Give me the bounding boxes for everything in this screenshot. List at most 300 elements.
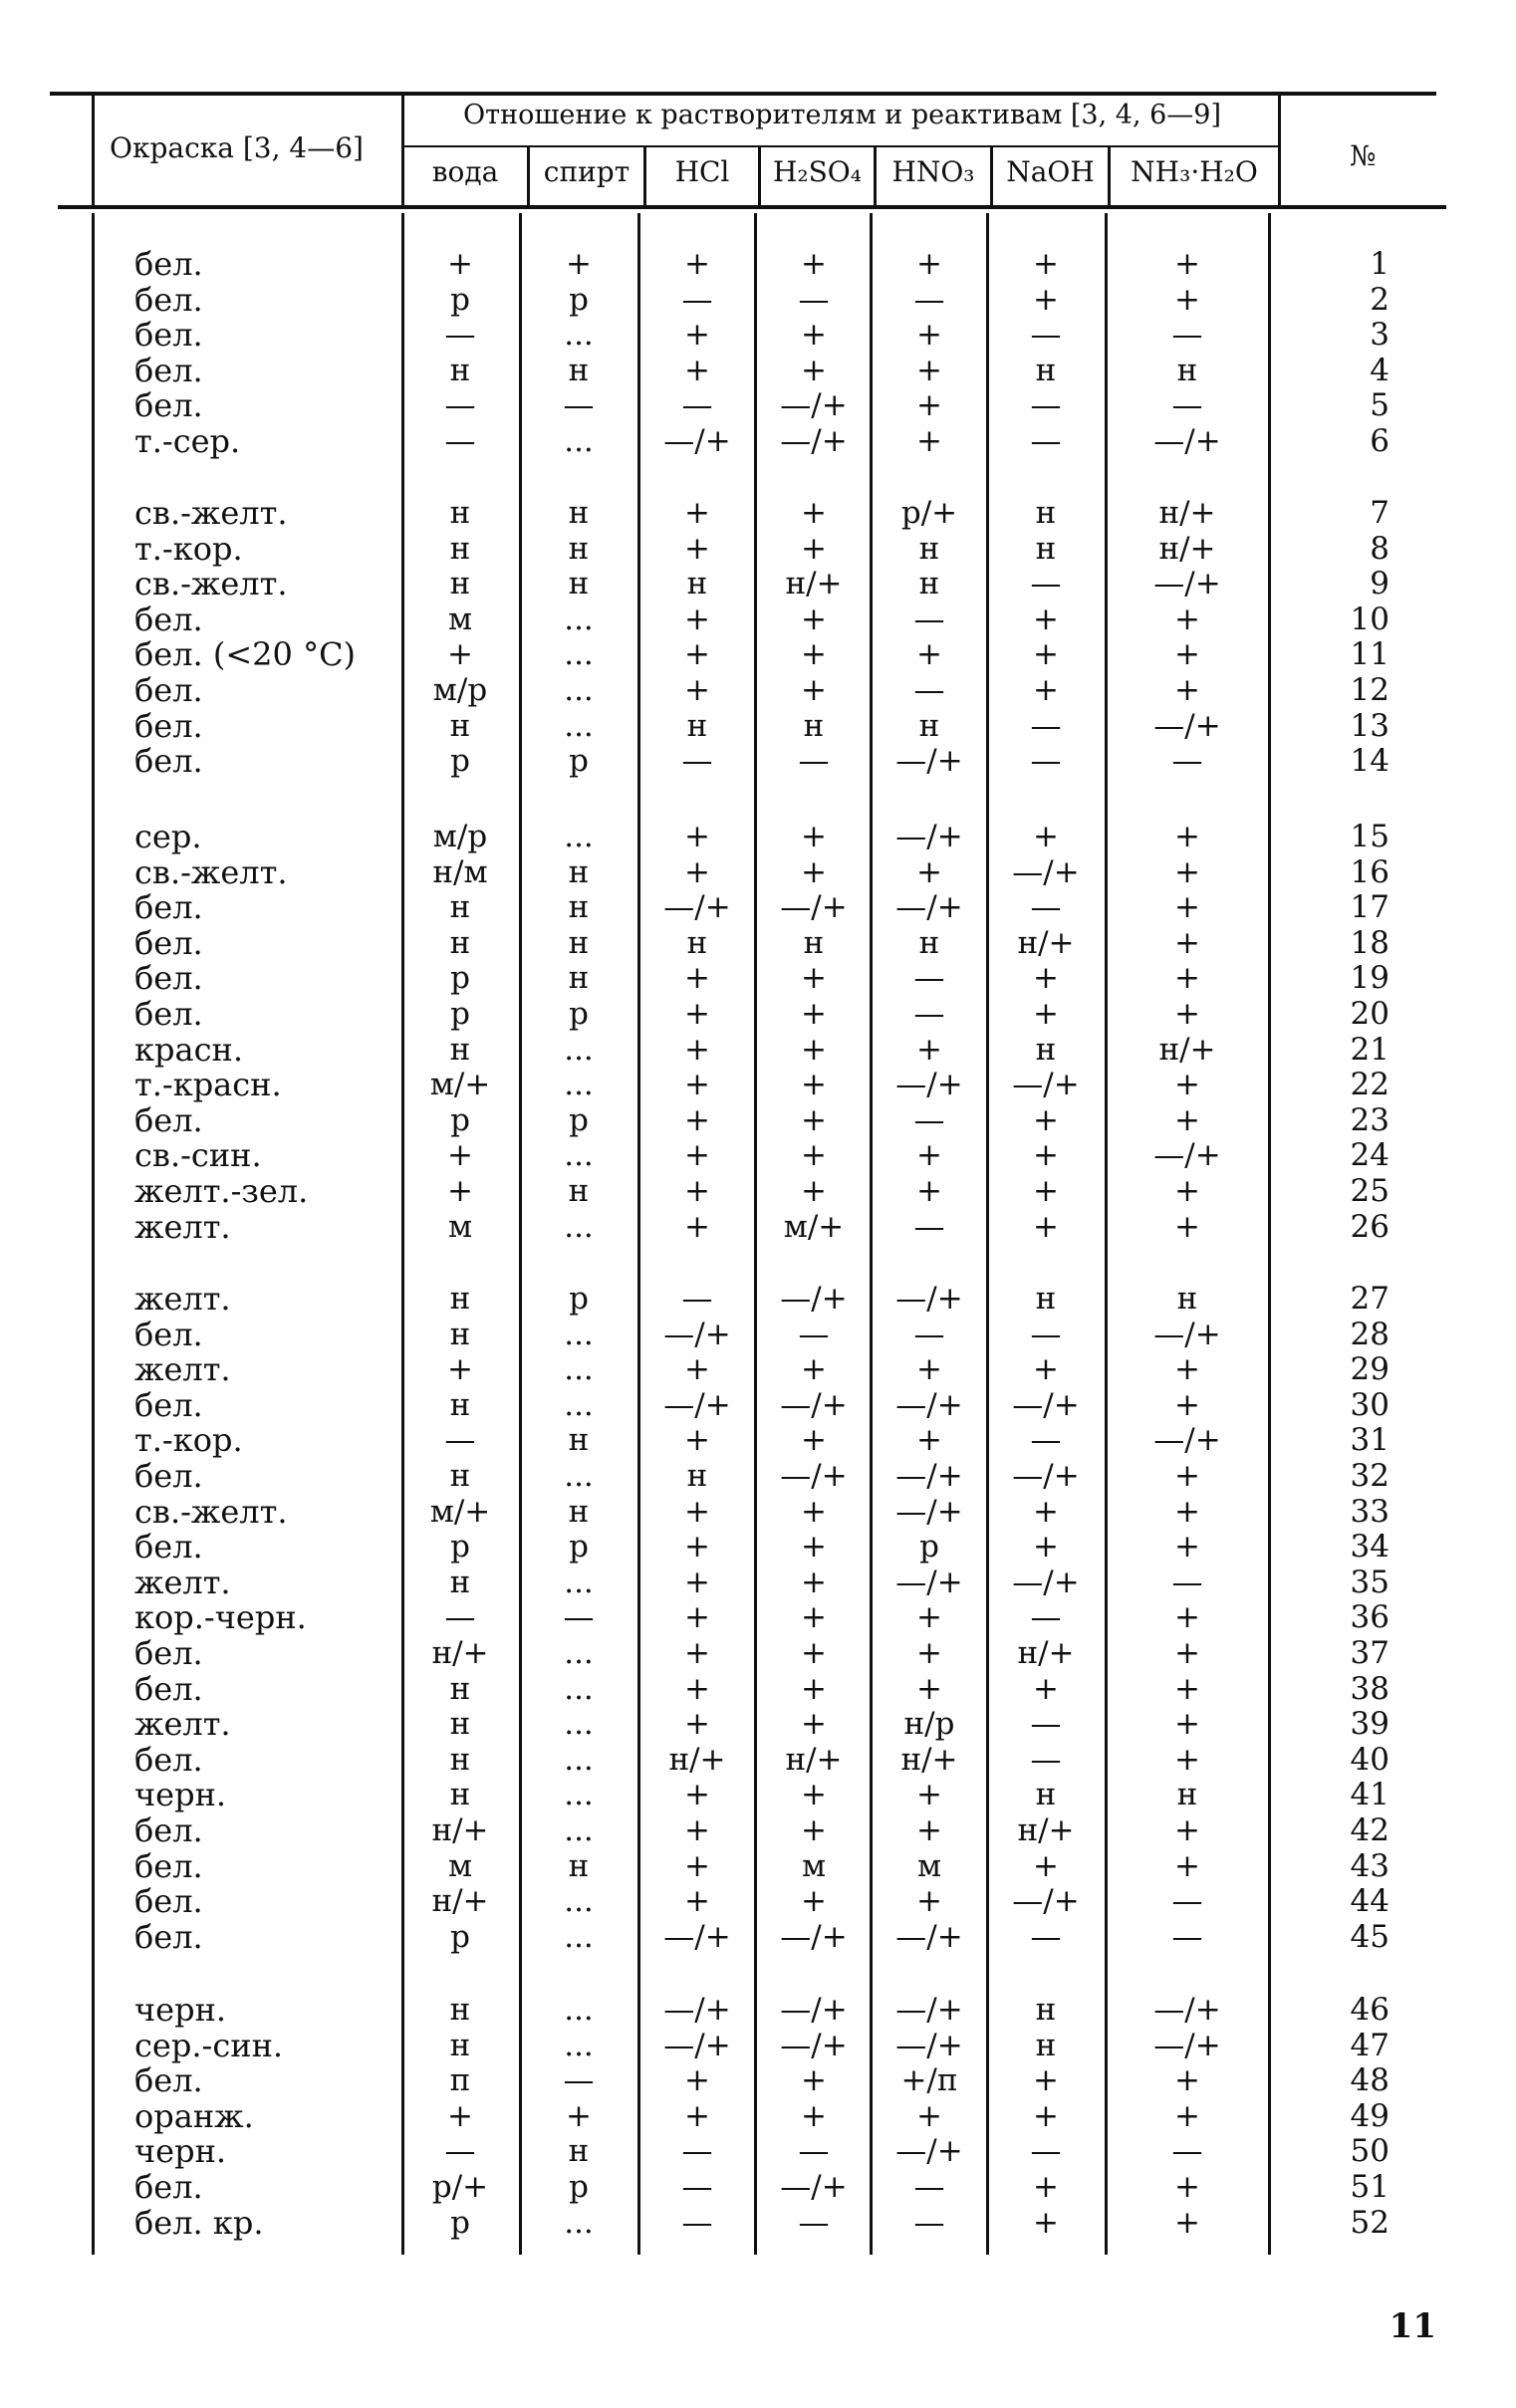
nh3-cell: + (1174, 281, 1200, 318)
hcl-cell: + (684, 1847, 710, 1884)
nh3-cell: —/+ (1153, 1992, 1221, 2028)
nh3-cell: + (1174, 924, 1200, 961)
table-row (0, 923, 1516, 962)
naoh-cell: н (1035, 495, 1057, 531)
hcl-cell: — (681, 1281, 713, 1317)
nh3-cell: + (1174, 1208, 1200, 1245)
nh3-cell: — (1171, 317, 1203, 354)
row-number-cell: 41 (1350, 1777, 1390, 1813)
spirt-cell: р (569, 1281, 589, 1317)
hno3-cell: + (916, 1173, 942, 1209)
page-number: 11 (1389, 2306, 1436, 2346)
h2so4-cell: + (801, 1777, 827, 1813)
hcl-cell: + (684, 1422, 710, 1459)
color-cell: бел. (134, 1917, 203, 1956)
naoh-cell: + (1033, 819, 1059, 854)
table-row (0, 820, 1516, 853)
row-number-cell: 30 (1350, 1386, 1390, 1423)
hcl-cell: + (684, 2097, 710, 2134)
voda-cell: н/м (432, 853, 488, 890)
col-header-hno3: HNO₃ (891, 154, 975, 188)
naoh-cell: н (1035, 1031, 1057, 1068)
row-number-cell: 46 (1350, 1992, 1390, 2028)
color-cell: бел. (134, 1634, 203, 1672)
row-number-cell: 52 (1350, 2204, 1390, 2241)
h2so4-cell: + (801, 1173, 827, 1209)
voda-cell: р (450, 1101, 470, 1138)
color-cell: черн. (134, 2132, 227, 2171)
h2so4-cell: —/+ (780, 2027, 848, 2063)
voda-cell: н (449, 1316, 471, 1352)
hcl-cell: — (681, 387, 713, 424)
nh3-cell: + (1174, 2097, 1200, 2134)
table-row (0, 1882, 1516, 1921)
hno3-cell: + (916, 1031, 942, 1068)
color-cell: бел. (134, 1846, 203, 1885)
voda-cell: н (449, 495, 471, 531)
spirt-cell: ... (564, 1316, 594, 1352)
h2so4-cell: + (801, 1706, 827, 1743)
row-number-cell: 19 (1350, 960, 1390, 997)
hcl-cell: + (684, 1635, 710, 1671)
naoh-cell: + (1033, 1847, 1059, 1884)
hno3-cell: + (916, 352, 942, 388)
table-row (0, 1846, 1516, 1885)
hno3-cell: н/+ (900, 1741, 958, 1778)
voda-cell: м (447, 1847, 473, 1884)
naoh-cell: — (1030, 423, 1062, 459)
hno3-cell: + (916, 317, 942, 354)
hno3-cell: + (916, 1777, 942, 1813)
nh3-cell: + (1174, 636, 1200, 673)
hcl-cell: н/+ (668, 1741, 726, 1778)
voda-cell: р (450, 996, 470, 1032)
hno3-cell: —/+ (895, 1564, 963, 1600)
h2so4-cell: н/+ (785, 566, 843, 602)
nh3-cell: + (1174, 1847, 1200, 1884)
nh3-cell: — (1171, 1883, 1203, 1920)
spirt-cell: н (568, 853, 590, 890)
color-cell: бел. (134, 959, 203, 998)
table-row (0, 567, 1516, 601)
spirt-cell: н (568, 1847, 590, 1884)
row-number-cell: 40 (1350, 1741, 1390, 1778)
voda-cell: н (449, 1458, 471, 1494)
h2so4-cell: м/+ (783, 1208, 845, 1245)
hno3-cell: — (913, 1208, 945, 1245)
nh3-cell: —/+ (1153, 423, 1221, 459)
voda-cell: — (444, 1422, 476, 1459)
voda-cell: н (449, 1386, 471, 1423)
h2so4-cell: м (801, 1847, 827, 1884)
nh3-cell: + (1174, 819, 1200, 854)
row-number-cell: 36 (1350, 1599, 1390, 1636)
hcl-cell: —/+ (663, 1386, 731, 1423)
naoh-cell: — (1030, 387, 1062, 424)
h2so4-cell: + (801, 2062, 827, 2099)
table-row (0, 673, 1516, 707)
row-number-cell: 37 (1350, 1635, 1390, 1671)
hcl-cell: + (684, 601, 710, 637)
hcl-cell: — (681, 281, 713, 318)
naoh-cell: + (1033, 1529, 1059, 1565)
h2so4-cell: + (801, 1670, 827, 1707)
color-cell: бел. (134, 316, 203, 355)
spirt-cell: ... (564, 423, 594, 459)
voda-cell: — (444, 423, 476, 459)
color-cell: желт. (134, 1280, 231, 1318)
hcl-cell: + (684, 1564, 710, 1600)
hno3-cell: —/+ (895, 1386, 963, 1423)
naoh-cell: + (1033, 672, 1059, 708)
table-row (0, 496, 1516, 530)
nh3-cell: + (1174, 1067, 1200, 1103)
voda-cell: н (449, 1564, 471, 1600)
hno3-cell: + (916, 1422, 942, 1459)
nh3-cell: + (1174, 853, 1200, 890)
voda-cell: + (447, 636, 473, 673)
naoh-cell: + (1033, 1351, 1059, 1388)
voda-cell: н (449, 566, 471, 602)
naoh-cell: + (1033, 636, 1059, 673)
color-cell: бел. кр. (134, 2203, 264, 2242)
h2so4-cell: + (801, 996, 827, 1032)
voda-cell: н (449, 1777, 471, 1813)
voda-cell: р/+ (431, 2169, 489, 2205)
voda-cell: н (449, 1992, 471, 2028)
table-row (0, 1030, 1516, 1069)
hno3-cell: — (913, 1316, 945, 1352)
hcl-cell: н (686, 924, 708, 961)
h2so4-cell: + (801, 672, 827, 708)
color-cell: св.-син. (134, 1136, 262, 1175)
nh3-cell: + (1174, 246, 1200, 282)
row-number-cell: 5 (1370, 387, 1390, 424)
nh3-cell: + (1174, 1529, 1200, 1565)
row-number-cell: 25 (1350, 1173, 1390, 1209)
col-header-h2so4: H₂SO₄ (772, 154, 862, 188)
row-number-cell: 33 (1350, 1493, 1390, 1530)
voda-cell: п (449, 2062, 471, 2099)
spirt-cell: ... (564, 1458, 594, 1494)
nh3-cell: н (1176, 352, 1198, 388)
nh3-cell: н (1176, 1777, 1198, 1813)
voda-cell: + (447, 1351, 473, 1388)
color-cell: сер. (134, 818, 202, 855)
naoh-cell: — (1030, 1316, 1062, 1352)
naoh-cell: + (1033, 996, 1059, 1032)
row-number-cell: 26 (1350, 1208, 1390, 1245)
nh3-cell: + (1174, 672, 1200, 708)
hno3-cell: + (916, 1351, 942, 1388)
spirt-cell: н (568, 495, 590, 531)
row-number-cell: 1 (1370, 246, 1390, 282)
table-row (0, 247, 1516, 281)
naoh-cell: — (1030, 566, 1062, 602)
table-row (0, 1174, 1516, 1208)
spirt-cell: н (568, 566, 590, 602)
color-cell: т.-сер. (134, 422, 241, 460)
nh3-cell: — (1171, 1564, 1203, 1600)
spirt-cell: р (569, 996, 589, 1032)
naoh-cell: — (1030, 707, 1062, 744)
table-row (0, 1598, 1516, 1637)
voda-cell: м/+ (429, 1493, 491, 1530)
hno3-cell: м (916, 1847, 942, 1884)
naoh-cell: н (1035, 1777, 1057, 1813)
table-row (0, 529, 1516, 568)
h2so4-cell: + (801, 1883, 827, 1920)
table-row (0, 1993, 1516, 2027)
hcl-cell: —/+ (663, 1992, 731, 2028)
row-number-cell: 45 (1350, 1918, 1390, 1955)
spirt-cell: ... (564, 1137, 594, 1174)
voda-cell: н (449, 530, 471, 567)
h2so4-cell: + (801, 495, 827, 531)
hno3-cell: р/+ (900, 495, 958, 531)
nh3-cell: н/+ (1158, 530, 1216, 567)
col-header-nh3: NH₃·H₂O (1131, 154, 1258, 188)
table-row (0, 1776, 1516, 1814)
voda-cell: м/+ (429, 1067, 491, 1103)
hno3-cell: + (916, 636, 942, 673)
table-row (0, 351, 1516, 389)
voda-cell: — (444, 317, 476, 354)
hcl-cell: —/+ (663, 1918, 731, 1955)
hno3-cell: — (913, 601, 945, 637)
spirt-cell: н (568, 889, 590, 926)
voda-cell: м/р (432, 672, 488, 708)
h2so4-cell: + (801, 1564, 827, 1600)
h2so4-cell: — (798, 2204, 830, 2241)
spirt-cell: ... (564, 2204, 594, 2241)
color-cell: бел. (134, 280, 203, 319)
row-number-cell: 34 (1350, 1529, 1390, 1565)
naoh-cell: + (1033, 960, 1059, 997)
hcl-cell: + (684, 2062, 710, 2099)
h2so4-cell: — (798, 281, 830, 318)
color-cell: бел. (134, 2168, 203, 2206)
spirt-cell: н (568, 1493, 590, 1530)
naoh-cell: —/+ (1012, 1067, 1080, 1103)
hcl-cell: + (684, 1351, 710, 1388)
naoh-cell: + (1033, 2062, 1059, 2099)
color-cell: бел. (134, 706, 203, 745)
h2so4-cell: + (801, 636, 827, 673)
color-cell: бел. (134, 888, 203, 927)
spirt-cell: ... (564, 1067, 594, 1103)
hcl-cell: + (684, 1067, 710, 1103)
table-row (0, 1492, 1516, 1531)
spirt-cell: н (568, 1173, 590, 1209)
color-cell: бел. (134, 245, 203, 283)
hno3-cell: н (918, 924, 940, 961)
color-cell: бел. (134, 923, 203, 962)
voda-cell: н (449, 2027, 471, 2063)
spirt-cell: ... (564, 1031, 594, 1068)
spirt-cell: + (566, 246, 592, 282)
table-row (0, 386, 1516, 425)
hno3-cell: —/+ (895, 2133, 963, 2170)
voda-cell: н/+ (431, 1883, 489, 1920)
hcl-cell: н (686, 566, 708, 602)
spirt-cell: р (569, 281, 589, 318)
nh3-cell: + (1174, 2062, 1200, 2099)
h2so4-cell: —/+ (780, 889, 848, 926)
naoh-cell: н (1035, 1992, 1057, 2028)
naoh-cell: + (1033, 1101, 1059, 1138)
nh3-cell: —/+ (1153, 1137, 1221, 1174)
table-row (0, 316, 1516, 355)
row-number-cell: 9 (1370, 566, 1390, 602)
row-number-cell: 17 (1350, 889, 1390, 926)
naoh-cell: — (1030, 317, 1062, 354)
hcl-cell: + (684, 530, 710, 567)
row-number-cell: 15 (1350, 819, 1390, 854)
h2so4-cell: —/+ (780, 2169, 848, 2205)
hcl-cell: + (684, 1101, 710, 1138)
color-cell: т.-кор. (134, 529, 243, 568)
h2so4-cell: + (801, 1635, 827, 1671)
hno3-cell: + (916, 853, 942, 890)
color-cell: св.-желт. (134, 494, 288, 532)
hno3-cell: — (913, 281, 945, 318)
color-cell: кор.-черн. (134, 1598, 307, 1637)
naoh-cell: + (1033, 2169, 1059, 2205)
color-cell: т.-красн. (134, 1066, 282, 1104)
hcl-cell: + (684, 495, 710, 531)
hcl-cell: —/+ (663, 2027, 731, 2063)
naoh-cell: н/+ (1017, 924, 1075, 961)
row-number-cell: 18 (1350, 924, 1390, 961)
naoh-cell: — (1030, 1422, 1062, 1459)
table-row (0, 2203, 1516, 2242)
voda-cell: р (450, 743, 470, 780)
nh3-cell: —/+ (1153, 2027, 1221, 2063)
color-cell: бел. (134, 2061, 203, 2100)
row-number-cell: 16 (1350, 853, 1390, 890)
hcl-cell: н (686, 1458, 708, 1494)
table-row (0, 1136, 1516, 1175)
hno3-cell: —/+ (895, 1918, 963, 1955)
hno3-cell: +/п (900, 2062, 958, 2099)
spirt-cell: + (566, 2097, 592, 2134)
h2so4-cell: —/+ (780, 387, 848, 424)
row-number-cell: 10 (1350, 601, 1390, 637)
row-number-cell: 4 (1370, 352, 1390, 388)
color-cell: св.-желт. (134, 565, 288, 603)
table-row (0, 2096, 1516, 2135)
spirt-cell: ... (564, 1351, 594, 1388)
hcl-cell: + (684, 819, 710, 854)
spirt-cell: ... (564, 1777, 594, 1813)
hcl-cell: н (686, 707, 708, 744)
spirt-cell: р (569, 2169, 589, 2205)
table-row (0, 1636, 1516, 1670)
hcl-cell: + (684, 1173, 710, 1209)
hno3-cell: —/+ (895, 1493, 963, 1530)
color-cell: бел. (134, 1528, 203, 1566)
table-row (0, 1565, 1516, 1599)
nh3-cell: + (1174, 1812, 1200, 1848)
voda-cell: н (449, 1741, 471, 1778)
hno3-cell: —/+ (895, 743, 963, 780)
hno3-cell: + (916, 423, 942, 459)
spirt-cell: — (563, 1599, 595, 1636)
table-row (0, 1100, 1516, 1139)
table-row (0, 280, 1516, 319)
spirt-cell: р (569, 1529, 589, 1565)
hcl-cell: + (684, 1208, 710, 1245)
color-cell: желт. (134, 1207, 231, 1246)
hno3-cell: + (916, 1635, 942, 1671)
nh3-cell: + (1174, 1670, 1200, 1707)
reagents-group-header: Отношение к растворителям и реактивам [3, 4, 6—9] (463, 100, 1222, 130)
h2so4-cell: —/+ (780, 423, 848, 459)
h2so4-cell: — (798, 1316, 830, 1352)
table-row (0, 424, 1516, 458)
nh3-cell: — (1171, 387, 1203, 424)
hno3-cell: —/+ (895, 1458, 963, 1494)
row-number-cell: 21 (1350, 1031, 1390, 1068)
spirt-cell: н (568, 1422, 590, 1459)
color-cell: св.-желт. (134, 1492, 288, 1531)
hcl-cell: — (681, 2133, 713, 2170)
nh3-cell: + (1174, 1741, 1200, 1778)
h2so4-cell: н/+ (785, 1741, 843, 1778)
naoh-cell: — (1030, 743, 1062, 780)
h2so4-cell: + (801, 1422, 827, 1459)
naoh-cell: н (1035, 1281, 1057, 1317)
h2so4-cell: + (801, 819, 827, 854)
row-number-cell: 8 (1370, 530, 1390, 567)
row-number-cell: 51 (1350, 2169, 1390, 2205)
table-row (0, 1669, 1516, 1708)
h2so4-cell: + (801, 1599, 827, 1636)
voda-cell: н (449, 889, 471, 926)
naoh-cell: + (1033, 1137, 1059, 1174)
table-row (0, 1530, 1516, 1564)
spirt-cell: ... (564, 601, 594, 637)
naoh-cell: — (1030, 1706, 1062, 1743)
spirt-cell: н (568, 352, 590, 388)
nh3-cell: —/+ (1153, 1316, 1221, 1352)
row-number-cell: 13 (1350, 707, 1390, 744)
h2so4-cell: + (801, 1812, 827, 1848)
row-number-cell: 11 (1350, 636, 1390, 673)
nh3-cell: н/+ (1158, 495, 1216, 531)
table-row (0, 1315, 1516, 1353)
hcl-cell: —/+ (663, 423, 731, 459)
spirt-cell: ... (564, 1992, 594, 2028)
nh3-cell: + (1174, 1458, 1200, 1494)
hcl-cell: + (684, 1812, 710, 1848)
row-number-cell: 44 (1350, 1883, 1390, 1920)
col-header-naoh: NaOH (1006, 154, 1095, 188)
color-cell: желт. (134, 1563, 231, 1601)
nh3-cell: + (1174, 1173, 1200, 1209)
row-number-cell: 38 (1350, 1670, 1390, 1707)
hno3-cell: н/р (903, 1706, 955, 1743)
table-row (0, 1705, 1516, 1744)
color-cell: сер.-син. (134, 2026, 284, 2064)
table-row (0, 1740, 1516, 1779)
nh3-cell: + (1174, 889, 1200, 926)
voda-cell: н (449, 352, 471, 388)
table-row (0, 852, 1516, 891)
hno3-cell: + (916, 2097, 942, 2134)
spirt-cell: ... (564, 1670, 594, 1707)
